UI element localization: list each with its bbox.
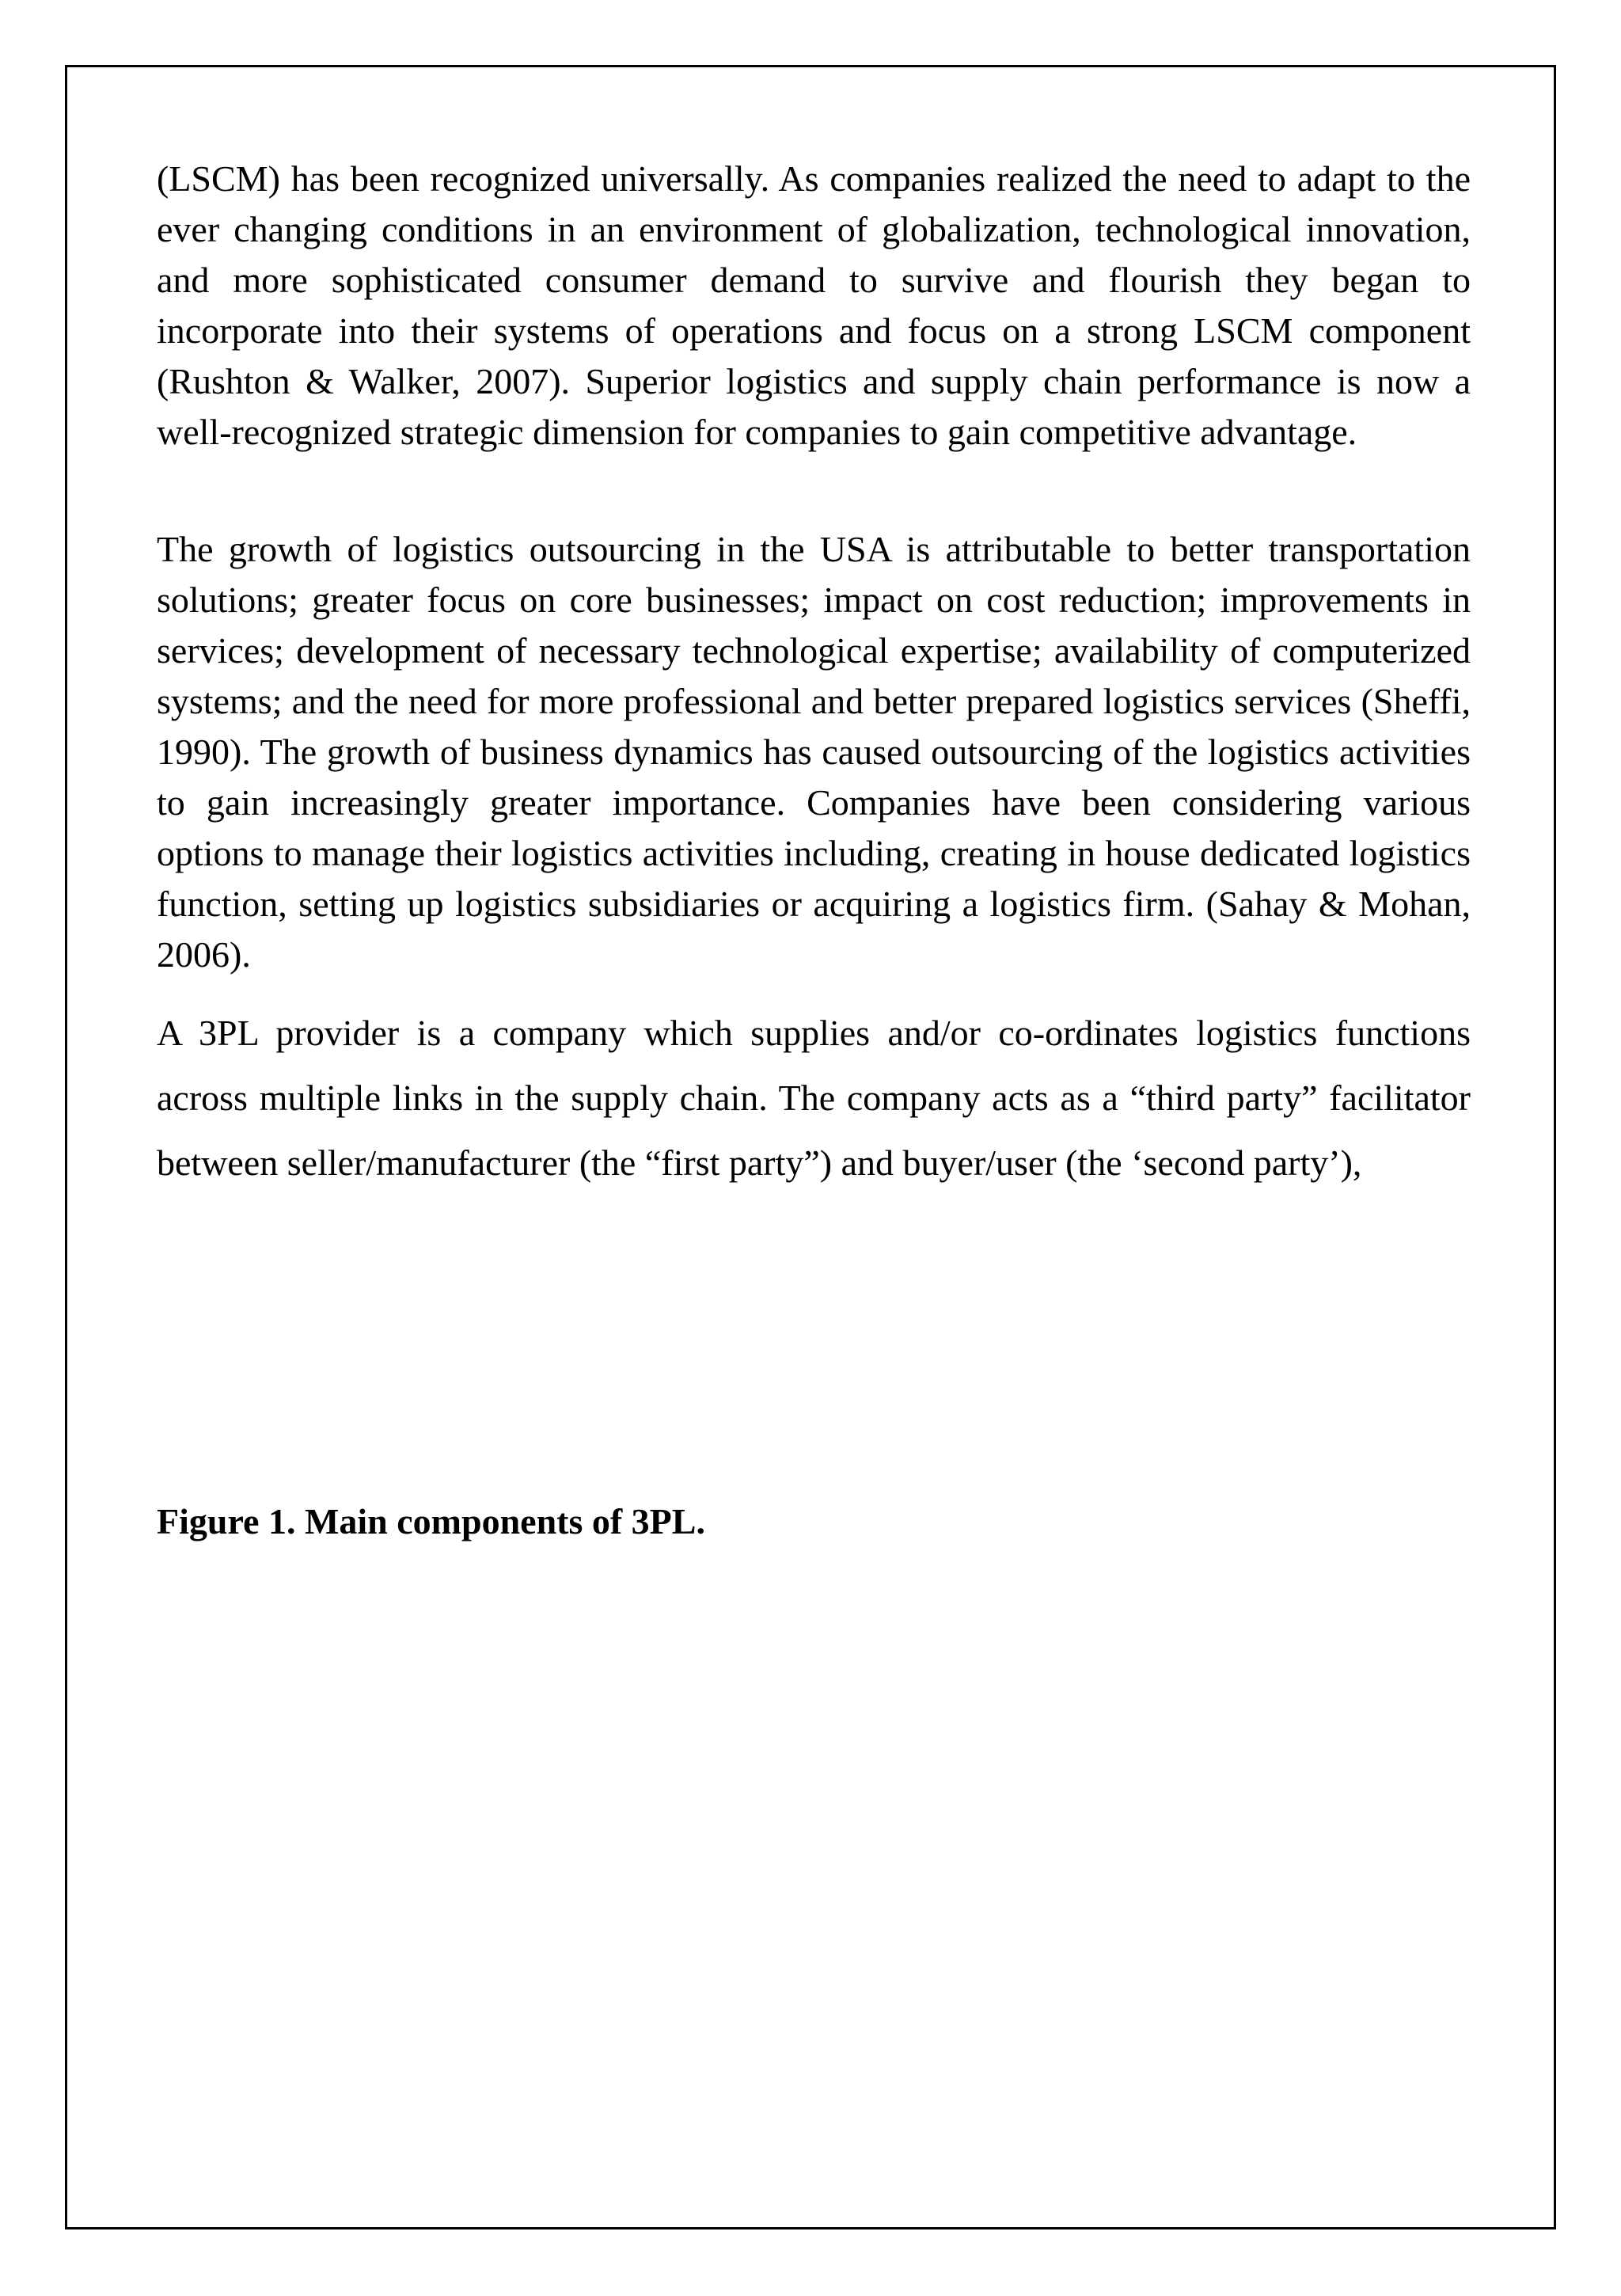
- paragraph-logistics-outsourcing: The growth of logistics outsourcing in the USA is attributable to better transportation solutions; greater focus on core businesses; impact on cost reduction; improvements in services; development of necessary technological expertise; availability of computerized systems; and the need for more professional and better prepared logistics services (Sheffi, 1990). The growth of business dynamics has caused outsourcing of the logistics activities to gain increasingly greater importance. Companies have been considering various options to manage their logistics activities including, creating in house dedicated logistics function, setting up logistics subsidiaries or acquiring a logistics firm. (Sahay & Mohan, 2006).: [157, 529, 1471, 975]
- figure-caption: Figure 1. Main components of 3PL.: [157, 1501, 705, 1541]
- document-body: [157, 154, 1471, 1260]
- paragraph-3pl-provider: A 3PL provider is a company which supplies and/or co-ordinates logistics functions across multiple links in the supply chain. The company acts as a “third party” facilitator between seller/manufacturer (the “first party”) and buyer/user (the ‘second party’),: [157, 1013, 1471, 1183]
- paragraph-lscm: (LSCM) has been recognized universally. As companies realized the need to adapt to the ever changing conditions in an environment of globalization, technological innovation, and more sophisticated consumer demand to survive and flourish they began to incorporate into their systems of operations and focus on a strong LSCM component (Rushton & Walker, 2007). Superior logistics and supply chain performance is now a well-recognized strategic dimension for companies to gain competitive advantage.: [157, 158, 1471, 452]
